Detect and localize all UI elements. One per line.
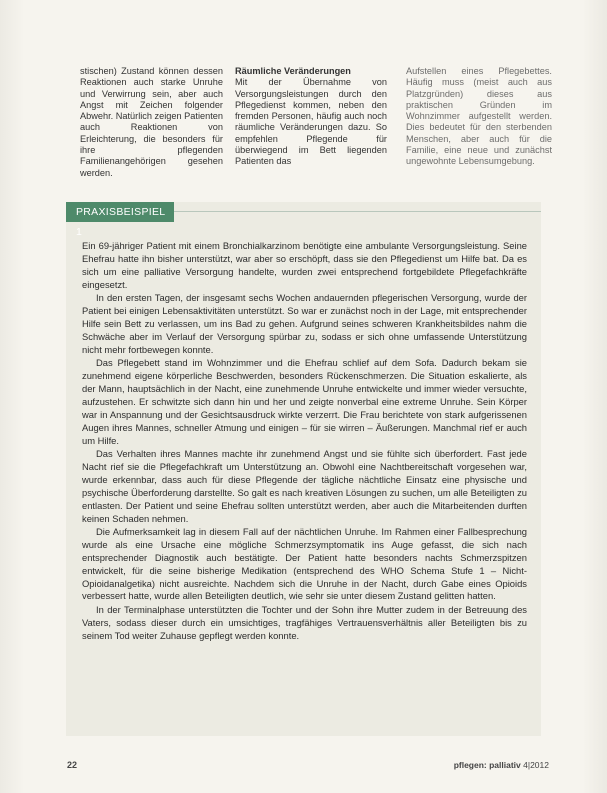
text-column-3 [406, 66, 552, 168]
text-column-1 [80, 66, 223, 179]
case-paragraph: Das Pflegebett stand im Wohnzimmer und die Ehefrau schlief auf dem Sofa. Dadurch bekam sie zunehmend eigene körperliche Beschwerden, besonders Rückenschmerzen. Die Situation eskalierte, als der Mann, hauptsächlich in der Nacht, eine zunehmende Unruhe entwickelte und immer wieder versuchte, aufzustehen. Er schwitzte sich dann hin und her und zeigte nonverbal eine extreme Unruhe. Sein Körper war in Anspannung und der Gesichtsausdruck wirkte verzerrt. Die Frau berichtete von stark aufgerissenen Augen ihres Mannes, schneller Atmung und einigen – für sie wirren – Äußerungen. Manchmal rief er auch um Hilfe. [82, 357, 527, 446]
case-paragraph: In der Terminalphase unterstützten die Tochter und der Sohn ihre Mutter zudem in der Betreuung des Vaters, sodass dieser durch ein umsichtiges, tragfähiges Vertrauensverhältnis aller Beteiligten bis zu seinem Tod weiter Zuhause gepflegt werden konnte. [82, 603, 527, 641]
case-example-text [82, 240, 527, 643]
case-paragraph: Ein 69-jähriger Patient mit einem Bronchialkarzinom benötigte eine ambulante Versorgungsleistung. Seine Ehefrau hatte ihn bisher unterstützt, war aber so erschöpft, dass sie den Pflegedienst um Hilfe bat. Da es sich um eine palliative Versorgung handelte, wurden zwei entsprechend fortgebildete Pflegefachkräfte eingesetzt. [82, 240, 527, 290]
column-3-text: Aufstellen eines Pflegebettes. Häufig muss (meist auch aus Platzgründen) dieses aus praktischen Gründen im Wohnzimmer aufgestellt werden. Dies bedeutet für den sterbenden Menschen, aber auch für die Familie, eine neue und zunächst ungewohnte Lebensumgebung. [406, 66, 552, 167]
magazine-issue: 4|2012 [523, 760, 549, 770]
tag-divider [174, 211, 541, 212]
magazine-footer [454, 760, 549, 770]
section-heading: Räumliche Veränderungen [235, 66, 351, 76]
case-paragraph: Das Verhalten ihres Mannes machte ihr zunehmend Angst und sie fühlte sich überfordert. Fast jede Nacht rief sie die Pflegefachkraft um Unterstützung an. Obwohl eine Nachtbereitschaft vorgesehen war, wurde erkennbar, dass auch für diese Pflegende der tägliche nächtliche Einsatz eine physische und psychische Überforderung darstellte. So galt es nach kreativen Lösungen zu suchen, um alle Beteiligten zu entlasten. Der Patient und seine Ehefrau sollten unterstützt werden, aber auch die Mitarbeitenden durften keinen Schaden nehmen. [82, 448, 527, 524]
magazine-title: pflegen: palliativ [453, 760, 521, 770]
case-example-tag: PRAXISBEISPIEL 1 [66, 202, 174, 222]
text-column-2 [235, 66, 387, 168]
page-number: 22 [67, 760, 78, 770]
case-paragraph: In den ersten Tagen, der insgesamt sechs Wochen andauernden pflegerischen Versorgung, wurde der Patient bei einigen Lebensaktivitäten unterstützt. So war er zunächst noch in der Lage, mit entsprechender Hilfe sein Bett zu verlassen, um ins Bad zu gehen. Aufgrund seines schweren Krankheitsbildes nahm die Schwäche aber im Verlauf der Versorgung spürbar zu, sodass er sich ohne umfassende Unterstützung nicht mehr fortbewegen konnte. [82, 292, 527, 355]
column-1-text: stischen) Zustand können dessen Reaktionen auch starke Unruhe und Verwirrung sein, aber auch Angst mit Zeichen folgender Abwehr. Natürlich zeigen Patienten auch Reaktionen von Erleichterung, die besonders für ihre pflegenden Familienangehörigen gesehen werden. [80, 66, 224, 178]
case-paragraph: Die Aufmerksamkeit lag in diesem Fall auf der nächtlichen Unruhe. Im Rahmen einer Fallbesprechung wurde als eine Ursache eine mögliche Schmerzsymptomatik ins Auge gefasst, die sich nach entsprechender Diagnostik auch bestätigte. Der Patient hatte besonders nachts Schmerzspitzen entwickelt, für die seine bisherige Medikation (entsprechend des WHO Schema Stufe 1 – Nicht-Opioidanalgetika) nicht ausreichte. Nachdem sich die Unruhe in der Nacht, durch Gabe eines Opioids verbessert hatte, wurde allen Beteiligten deutlich, wie sehr sie unter diesem Zustand gelitten hatten. [82, 525, 527, 602]
column-2-text: Mit der Übernahme von Versorgungsleistungen durch den Pflegedienst kommen, neben den fremden Personen, häufig auch noch räumliche Veränderungen dazu. So empfehlen Pflegende für überwiegend im Bett liegenden Patienten das [235, 77, 387, 167]
